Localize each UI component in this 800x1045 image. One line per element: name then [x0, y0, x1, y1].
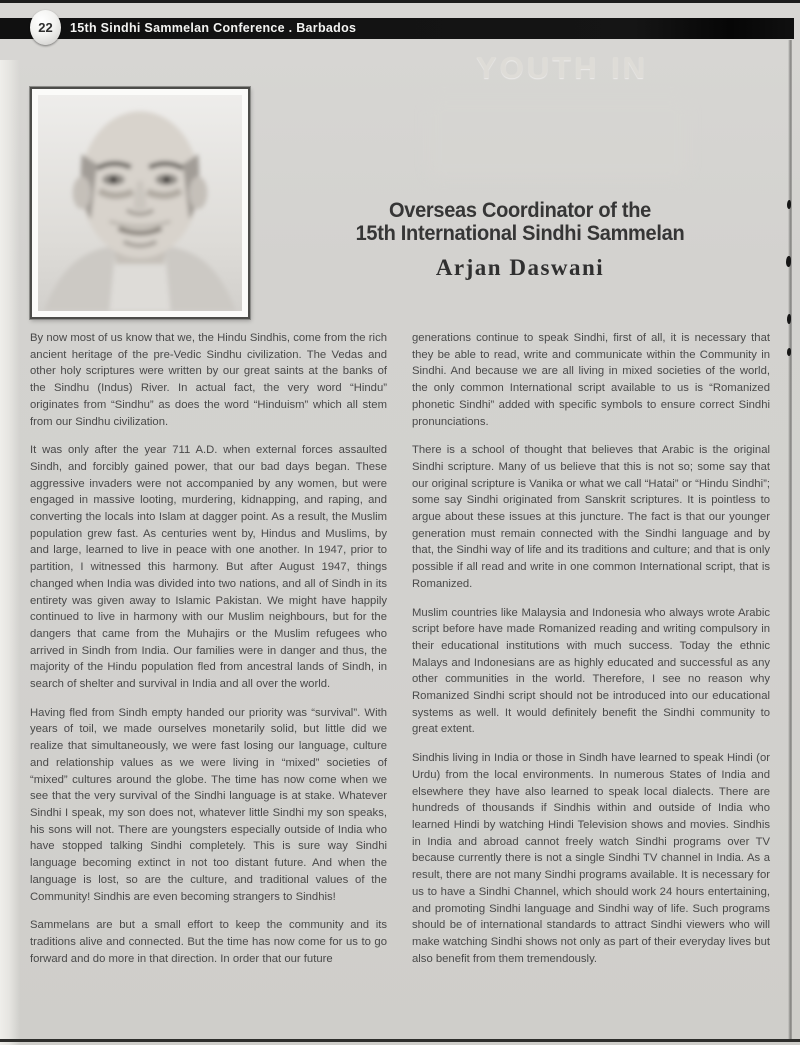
- scan-artifact-mark: [787, 200, 791, 209]
- body-paragraph: Muslim countries like Malaysia and Indonesia who always wrote Arabic script before have made Romanized reading and writing compulsory in their educational institutions with much success. Today the ethnic Malays and Indonesians are as highly educated and successful as any other communities in the world. Therefore, I see no reason why Romanized Sindhi script should not be introduced into our educational systems as well. It would definitely benefit the Sindhi community to great extent.: [412, 606, 770, 736]
- right-text-column: [412, 330, 770, 979]
- left-text-column: [30, 330, 387, 979]
- body-paragraph: Having fled from Sindh empty handed our priority was “survival”. With years of toil, we made ourselves monetarily solid, but little did we realize that simultaneously, we were fast losing our language, culture and relationship values as we were living in “mixed” societies of “mixed” cultures around the globe. The time has now come when we see that the very survival of the Sindhi language is at stake. Whatever Sindhi I speak, my son does not, whatever little Sindhi my son speaks, his sons will not. There are youngsters especially outside of India who have stopped talking Sindhi completely. This is sure way Sindhi language becoming extinct in not too distant future. And when the language is lost, so are the culture, and traditional values of the Community! Sindhis are even becoming strangers to Sindhis!: [30, 706, 387, 903]
- page-header-bar: [0, 18, 794, 39]
- portrait-photo-illustration: [38, 95, 242, 311]
- scan-top-edge-line: [0, 0, 800, 3]
- article-title-line1: Overseas Coordinator of the: [389, 199, 651, 223]
- scan-left-page-edge: [0, 60, 20, 1045]
- watermark-text: YOUTH IN: [476, 50, 649, 85]
- page-number: 22: [38, 20, 53, 35]
- scan-artifact-mark: [787, 348, 791, 356]
- portrait-photo: [30, 87, 250, 319]
- body-paragraph: There is a school of thought that believes that Arabic is the original Sindhi scripture. Many of us believe that this is not so; some say that our original scripture is Vanika or what we call “Hatai” or “Hindu Sindhi”; some say Sindhi originated from Sanskrit scriptures. It is pointless to argue about these issues at this juncture. The fact is that our younger generation must remain connected with the Sindhi language and by that, the Sindhi way of life and its traditions and culture; and that is only possible if all read and write in one common International script, that is Romanized.: [412, 444, 770, 590]
- author-name: Arjan Daswani: [435, 255, 605, 280]
- article-title-block: [350, 200, 690, 281]
- body-paragraph: generations continue to speak Sindhi, first of all, it is necessary that they be able to read, write and communicate within the Community in Sindhi. And because we are all living in mixed societies of the world, the only common International script available to us is “Romanized phonetic Sindhi” added with specific symbols to ensure correct Sindhi pronunciations.: [412, 332, 770, 428]
- scan-bottom-edge-line: [0, 1039, 800, 1042]
- body-paragraph: Sammelans are but a small effort to keep the community and its traditions alive and connected. But the time has now come for us to go forward and do more in that direction. In order that our future: [30, 919, 387, 965]
- body-paragraph: Sindhis living in India or those in Sindh have learned to speak Hindi (or Urdu) from the local environments. In numerous States of India and elsewhere they have also learned to speak local dialects. There are hundreds of thousands if Sindhis within and outside of India who learned Hindi by watching Hindi Television shows and movies. Sindhis in India and abroad cannot freely watch Sindhi programs over TV because currently there is not a single Sindhi TV channel in India. As a result, there are not many Sindhi programs available. It is necessary for us to have a Sindhi Channel, which should work 24 hours entertaining, and promoting Sindhi language and Sindhi way of life. Such programs should be of international standards to attract Sindhi viewers who will make watching Sindhi shows not only as part of their everyday lives but also benefit from them tremendously.: [412, 752, 770, 965]
- article-title-line2: 15th International Sindhi Sammelan: [355, 222, 685, 246]
- scan-right-edge-shadow: [788, 40, 792, 1040]
- header-title: 15th Sindhi Sammelan Conference . Barbados: [70, 21, 357, 35]
- body-paragraph: It was only after the year 711 A.D. when external forces assaulted Sindh, and forcibly gained power, that our bad days began. These aggressive invaders were not accompanied by any women, but were engaged in massive looting, murdering, kidnapping, and raping, and converting the locals into Islam at dagger point. As a result, the Muslim population grew fast. As centuries went by, Hindus and Muslims, by and large, learned to live in peace with one another. In 1947, prior to partition, I witnessed this harmony. But after August 1947, things changed when India was divided into two nations, and all of Sindh in its entirety was given away to Islamic Pakistan. We might have happily continued to live in harmony with our Muslim neighbours, but for the dangers that came from the Muhajirs or the Muslim refugees who arrived in Sindh from India. Our families were in danger and thus, the majority of the Hindu population fled from ancestral lands of Sindh, in search of shelter and survival in India and all over the world.: [30, 444, 387, 691]
- scan-artifact-mark: [786, 256, 791, 267]
- page-number-badge: [30, 10, 61, 45]
- watermark-faint-blob: [428, 98, 688, 178]
- scan-artifact-mark: [787, 314, 791, 324]
- body-paragraph: By now most of us know that we, the Hindu Sindhis, come from the rich ancient heritage of the pre-Vedic Sindhu civilization. The Vedas and other holy scriptures were written by our great saints at the banks of the Sindhu (Indus) River. In actual fact, the very word “Hindu” originates from “Sindhu” as does the word “Hinduism” which all stem from our Sindhu civilization.: [30, 332, 387, 428]
